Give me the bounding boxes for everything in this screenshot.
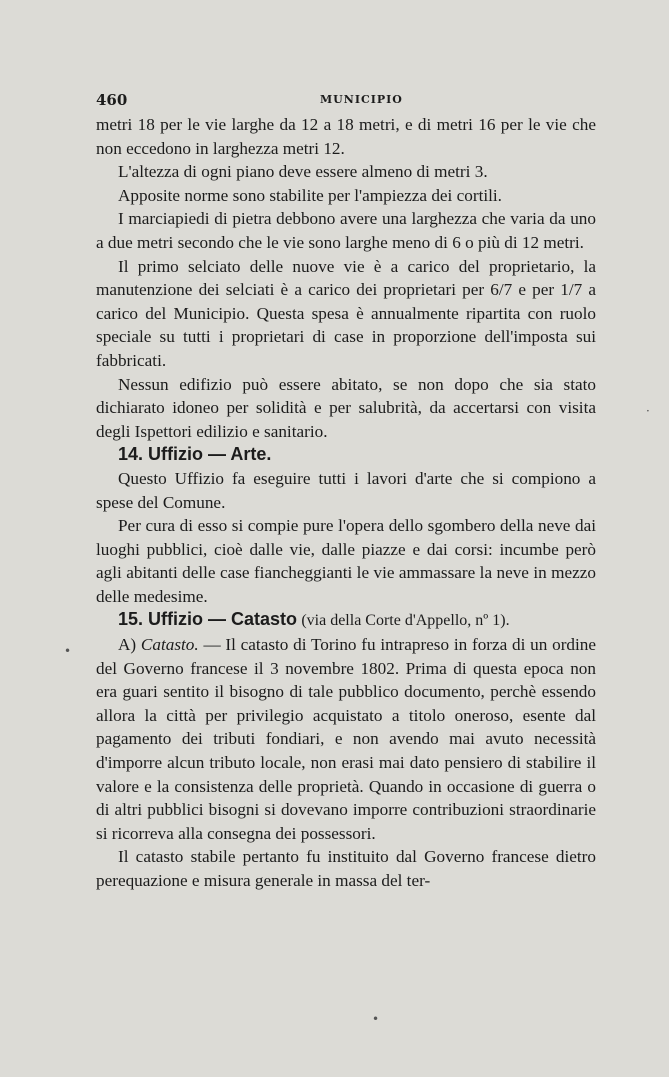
margin-speck: • [372, 1012, 380, 1026]
paragraph: metri 18 per le vie larghe da 12 a 18 metri, e di metri 16 per le vie che non eccedono in larghezza metri 12. [96, 115, 596, 158]
section-title: 15. Uffizio — Catasto [118, 609, 298, 630]
paragraph: Apposite norme sono stabilite per l'ampiezza dei cortili. [118, 185, 502, 205]
paragraph: Il primo selciato delle nuove vie è a carico del proprietario, la manutenzione dei selciati è a carico dei proprietari per 6/7 e per 1/7 a carico del Municipio. Questa spesa è annualmente ripartita con ruolo speciale su tutti i proprietari di case in proporzione dell'imposta sui fabbricati. [96, 256, 596, 370]
subsection-label: A) [118, 635, 137, 655]
body-text [96, 113, 596, 893]
paragraph-text: — Il catasto di Torino fu intrapreso in forza di un ordine del Governo francese il 3 novembre 1802. Prima di questa epoca non era guari sentito il bisogno di tale pubblico documento, perchè essendo allora la città per privilegio acquistato a titolo oneroso, esente dal pagamento dei tributi fondiari, e non avendo mai avuto necessità d'imporre alcun tributo locale, non erasi mai dato pensiero di stabilire il valore e la consistenza delle proprietà. Quando in occasione di guerra o di altri pubblici bisogni si dovevano imporre contribuzioni straordinarie si ricorreva alla consegna dei possessori. [96, 635, 597, 843]
margin-speck: • [64, 644, 72, 658]
subsection-title: Catasto. [140, 635, 199, 655]
section-heading-14 [96, 443, 596, 467]
paragraph: Nessun edifizio può essere abitato, se non dopo che sia stato dichiarato idoneo per solidità e per salubrità, da accertarsi con visita degli Ispettori edilizio e sanitario. [96, 374, 596, 441]
paragraph: Per cura di esso si compie pure l'opera dello sgombero della neve dai luoghi pubblici, cioè dalle vie, dalle piazze e dai corsi: incumbe però agli abitanti delle case fiancheggianti le vie ammassare la neve in mezzo delle medesime. [96, 516, 596, 606]
margin-speck: · [646, 404, 650, 418]
paragraph: I marciapiedi di pietra debbono avere una larghezza che varia da uno a due metri secondo che le vie sono larghe meno di 6 o più di 12 metri. [96, 209, 596, 252]
running-head: MUNICIPIO [320, 93, 403, 106]
subsection-paragraph [96, 633, 596, 845]
paragraph: Il catasto stabile pertanto fu instituito dal Governo francese dietro perequazione e misura generale in massa del ter- [96, 847, 596, 890]
section-heading-15 [96, 608, 596, 633]
page-number: 460 [96, 91, 128, 109]
page-header [96, 91, 596, 111]
paragraph: Questo Uffizio fa eseguire tutti i lavori d'arte che si compiono a spese del Comune. [96, 468, 596, 512]
section-title: 14. Uffizio — Arte. [118, 444, 272, 465]
paragraph: L'altezza di ogni piano deve essere almeno di metri 3. [118, 162, 488, 182]
section-address: (via della Corte d'Appello, nº 1). [301, 612, 510, 630]
